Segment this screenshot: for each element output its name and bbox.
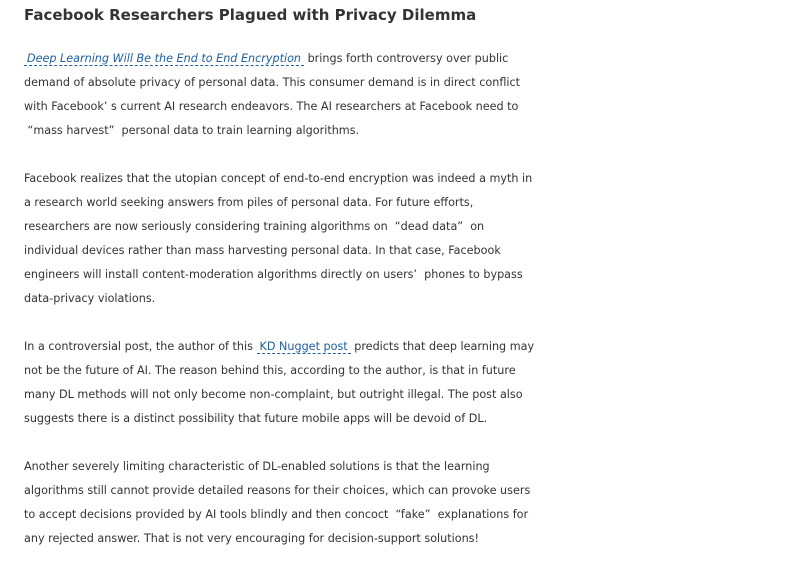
paragraph-3-line-1-before: In a controversial post, the author of this: [24, 340, 257, 353]
paragraph-2-line-6: data-privacy violations.: [24, 292, 156, 305]
paragraph-1-line-2: demand of absolute privacy of personal data. This consumer demand is in direct conflict: [24, 76, 521, 89]
paragraph-3-line-1: [24, 335, 797, 359]
paragraph-3-line-1-after: predicts that deep learning may: [350, 340, 535, 353]
paragraph-2-line-2: a research world seeking answers from piles of personal data. For future efforts,: [24, 196, 474, 209]
kd-nugget-post-link[interactable]: KD Nugget post: [257, 340, 351, 354]
paragraph-2-line-1: Facebook realizes that the utopian concept of end-to-end encryption was indeed a myth in: [24, 172, 533, 185]
paragraph-4: [24, 455, 797, 551]
deep-learning-encryption-link[interactable]: Deep Learning Will Be the End to End Encryption: [24, 52, 304, 66]
paragraph-1-line-3: with Facebook’ s current AI research endeavors. The AI researchers at Facebook need to: [24, 100, 519, 113]
paragraph-4-line-3: to accept decisions provided by AI tools blindly and then concoct “fake” explanations for: [24, 508, 529, 521]
paragraph-3-line-2: not be the future of AI. The reason behind this, according to the author, is that in future: [24, 364, 516, 377]
paragraph-2-line-4: individual devices rather than mass harvesting personal data. In that case, Facebook: [24, 244, 501, 257]
paragraph-2: [24, 167, 797, 311]
paragraph-1-line-4: “mass harvest” personal data to train learning algorithms.: [24, 124, 360, 137]
paragraph-4-line-1: Another severely limiting characteristic of DL-enabled solutions is that the learning: [24, 460, 490, 473]
paragraph-2-line-5: engineers will install content-moderation algorithms directly on users’ phones to bypass: [24, 268, 523, 281]
paragraph-1-line-1-text: brings forth controversy over public: [304, 52, 509, 65]
paragraph-3: [24, 335, 797, 431]
article-title: Facebook Researchers Plagued with Privacy Dilemma: [24, 6, 477, 24]
paragraph-3-line-3: many DL methods will not only become non-complaint, but outright illegal. The post also: [24, 388, 523, 401]
paragraph-3-line-4: suggests there is a distinct possibility that future mobile apps will be devoid of DL.: [24, 412, 488, 425]
paragraph-4-line-2: algorithms still cannot provide detailed reasons for their choices, which can provoke users: [24, 484, 531, 497]
paragraph-4-line-4: any rejected answer. That is not very encouraging for decision-support solutions!: [24, 532, 479, 545]
paragraph-2-line-3: researchers are now seriously considering training algorithms on “dead data” on: [24, 220, 485, 233]
paragraph-1: [24, 47, 797, 143]
paragraph-1-line-1: [24, 47, 797, 71]
